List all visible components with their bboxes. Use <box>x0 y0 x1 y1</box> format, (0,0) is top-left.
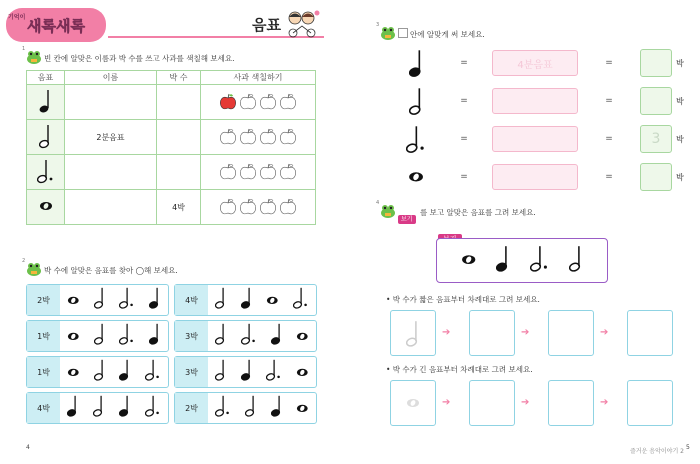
beat-answer-box[interactable]: 3 <box>640 125 672 153</box>
note-choice[interactable] <box>119 358 131 385</box>
apple-cell <box>201 85 316 120</box>
draw-box[interactable] <box>390 310 436 356</box>
beat-grid-cell <box>26 356 169 388</box>
quarter-note-icon <box>241 358 253 381</box>
quarter-note-icon <box>271 322 283 345</box>
note-choice[interactable] <box>119 322 135 349</box>
beat-grid-cell <box>26 392 169 424</box>
note-choice[interactable] <box>215 358 227 385</box>
note-cell <box>396 48 436 78</box>
note-choice[interactable] <box>93 394 105 421</box>
note-choice[interactable] <box>296 327 309 346</box>
draw-box[interactable] <box>469 380 515 426</box>
note-choice[interactable] <box>266 291 279 310</box>
whole-note-icon <box>406 397 420 409</box>
apple-cell <box>201 190 316 225</box>
beat-grid-cell <box>174 320 317 352</box>
half-note-icon <box>215 322 227 345</box>
whole-note-icon <box>67 331 80 342</box>
whole-note-icon <box>461 253 476 266</box>
name-cell[interactable] <box>65 85 157 120</box>
half-note-icon <box>245 394 257 417</box>
whole-note-icon <box>266 295 279 306</box>
dotted-half-note-icon <box>119 286 135 309</box>
note-choice[interactable] <box>241 358 253 385</box>
beats-cell[interactable] <box>157 120 201 155</box>
note-choice[interactable] <box>149 286 161 313</box>
arrow-right-icon: ➔ <box>442 327 451 338</box>
beat-label: 3박 <box>175 357 208 387</box>
quarter-note-icon <box>67 394 79 417</box>
half-note-icon <box>94 358 106 381</box>
beat-answer-box[interactable] <box>640 49 672 77</box>
dotted-half-note-icon <box>530 244 550 273</box>
note-cell <box>27 120 65 155</box>
note-choices <box>208 321 316 351</box>
dotted-half-note-icon <box>293 286 309 309</box>
arrow-right-icon: ➔ <box>600 327 609 338</box>
draw-box[interactable] <box>548 380 594 426</box>
note-choices <box>208 285 316 315</box>
frog-icon <box>26 262 42 276</box>
table-row <box>27 120 316 155</box>
apple-cell <box>201 120 316 155</box>
question-number: 3 <box>376 22 380 28</box>
question-text: 빈 칸에 알맞은 이름과 박 수를 쓰고 사과를 색칠해 보세요. <box>44 54 235 63</box>
note-choice[interactable] <box>94 358 106 385</box>
note-choice[interactable] <box>271 322 283 349</box>
note-choice[interactable] <box>67 327 80 346</box>
dotted-half-note-icon <box>406 124 427 154</box>
fill-row <box>396 48 686 78</box>
page-number-right: 5 <box>686 444 690 451</box>
whole-note-icon <box>296 403 309 414</box>
quarter-note-icon <box>39 88 53 114</box>
draw-box[interactable] <box>548 310 594 356</box>
quarter-note-icon <box>271 394 283 417</box>
note-cell <box>396 170 436 184</box>
dotted-half-note-icon <box>215 394 231 417</box>
note-choice[interactable] <box>296 363 309 382</box>
apple-outline-icon[interactable] <box>259 198 277 216</box>
beat-grid-cell <box>26 320 169 352</box>
whole-note-icon <box>296 331 309 342</box>
quarter-note-icon <box>496 244 510 273</box>
bogi-tag: 보기 <box>398 215 416 224</box>
apple-outline-icon[interactable] <box>259 163 277 181</box>
example-note <box>530 244 550 277</box>
note-choices <box>208 357 316 387</box>
apple-outline-icon[interactable] <box>239 93 257 111</box>
dotted-half-note-icon <box>266 358 282 381</box>
frog-icon <box>26 50 42 64</box>
beats-cell[interactable]: 4박 <box>157 190 201 225</box>
draw-box[interactable] <box>390 380 436 426</box>
whole-note-icon <box>67 367 80 378</box>
quarter-note-icon <box>241 286 253 309</box>
note-choice[interactable] <box>145 394 161 421</box>
beat-unit: 박 <box>676 134 684 144</box>
note-choices <box>60 285 168 315</box>
blank-box-icon <box>398 28 408 38</box>
question-text: 를 보고 알맞은 음표를 그려 보세요. <box>420 208 536 217</box>
draw-box[interactable] <box>469 310 515 356</box>
question-number: 4 <box>376 200 380 206</box>
apple-outline-icon[interactable] <box>279 128 297 146</box>
equals-sign: = <box>605 172 613 182</box>
note-choice[interactable] <box>215 286 227 313</box>
name-answer-box[interactable]: 4분음표 <box>492 50 578 76</box>
half-note-icon <box>39 123 53 149</box>
beat-answer-box[interactable] <box>640 163 672 191</box>
whole-note-icon <box>67 295 80 306</box>
beat-label: 2박 <box>27 285 60 315</box>
note-choice[interactable] <box>67 363 80 382</box>
draw-box[interactable] <box>627 380 673 426</box>
note-choice[interactable] <box>296 399 309 418</box>
name-answer-box[interactable] <box>492 126 578 152</box>
name-cell[interactable] <box>65 155 157 190</box>
apple-outline-icon[interactable] <box>279 93 297 111</box>
frog-icon <box>380 204 396 218</box>
whole-note-icon <box>296 367 309 378</box>
quarter-note-icon <box>149 286 161 309</box>
apple-outline-icon[interactable] <box>219 198 237 216</box>
beat-label: 1박 <box>27 357 60 387</box>
equals-sign: = <box>460 172 468 182</box>
note-table <box>26 70 316 225</box>
equals-sign: = <box>605 134 613 144</box>
beat-label: 4박 <box>27 393 60 423</box>
frog-icon <box>380 26 396 40</box>
badge-small: 기억이 <box>8 14 26 21</box>
half-note-icon <box>569 244 583 273</box>
example-box <box>436 238 608 283</box>
draw-box[interactable] <box>627 310 673 356</box>
dotted-half-note-icon <box>241 322 257 345</box>
table-header: 박 수 <box>157 71 201 85</box>
half-note-icon <box>409 86 424 116</box>
note-choice[interactable] <box>215 394 231 421</box>
equals-sign: = <box>460 134 468 144</box>
arrow-right-icon: ➔ <box>600 397 609 408</box>
note-choice[interactable] <box>245 394 257 421</box>
apple-outline-icon[interactable] <box>279 163 297 181</box>
beat-grid-cell <box>26 284 169 316</box>
quarter-note-icon <box>119 394 131 417</box>
question-number: 2 <box>22 258 26 264</box>
apple-outline-icon[interactable] <box>239 128 257 146</box>
beat-unit: 박 <box>676 172 684 182</box>
page-title: 음표 <box>252 16 281 34</box>
half-note-icon <box>94 286 106 309</box>
name-cell[interactable]: 2분음표 <box>65 120 157 155</box>
note-choices <box>60 393 168 423</box>
note-choice[interactable] <box>215 322 227 349</box>
table-header: 사과 색칠하기 <box>201 71 316 85</box>
apple-outline-icon[interactable] <box>259 93 277 111</box>
note-cell <box>396 124 436 154</box>
note-cell <box>27 190 65 225</box>
instruction-long-first: • 박 수가 긴 음표부터 차례대로 그려 보세요. <box>386 365 533 374</box>
note-choice[interactable] <box>293 286 309 313</box>
beats-cell[interactable] <box>157 85 201 120</box>
beats-cell[interactable] <box>157 155 201 190</box>
note-choice[interactable] <box>145 358 161 385</box>
fill-row <box>396 124 686 154</box>
whole-note-icon <box>39 199 53 213</box>
fill-row <box>396 162 686 192</box>
quarter-note-icon <box>119 358 131 381</box>
book-title: 즐거운 음악이야기 2 <box>630 448 685 455</box>
example-note <box>569 244 583 277</box>
note-cell <box>396 86 436 116</box>
equals-sign: = <box>460 96 468 106</box>
apple-outline-icon[interactable] <box>239 163 257 181</box>
note-cell <box>27 155 65 190</box>
note-choice[interactable] <box>119 286 135 313</box>
table-row <box>27 85 316 120</box>
apple-outline-icon[interactable] <box>279 198 297 216</box>
table-header: 음표 <box>27 71 65 85</box>
arrow-right-icon: ➔ <box>521 327 530 338</box>
note-choice[interactable] <box>241 322 257 349</box>
note-choice[interactable] <box>67 394 79 421</box>
beat-answer-box[interactable] <box>640 87 672 115</box>
page-number-left: 4 <box>26 444 30 451</box>
note-choices <box>60 357 168 387</box>
half-note-icon <box>215 358 227 381</box>
half-note-icon <box>94 322 106 345</box>
half-note-icon <box>406 319 420 348</box>
note-choices <box>60 321 168 351</box>
fill-row <box>396 86 686 116</box>
dotted-half-note-icon <box>145 358 161 381</box>
name-answer-box[interactable] <box>492 88 578 114</box>
note-cell <box>27 85 65 120</box>
note-choices <box>208 393 316 423</box>
arrow-right-icon: ➔ <box>442 397 451 408</box>
table-row <box>27 155 316 190</box>
equals-sign: = <box>460 58 468 68</box>
quarter-note-icon <box>409 48 424 78</box>
question-text: 안에 알맞게 써 보세요. <box>410 30 485 39</box>
apple-outline-icon[interactable] <box>239 198 257 216</box>
badge-title: 새록새록 <box>27 16 85 35</box>
beat-label: 4박 <box>175 285 208 315</box>
kids-illustration-icon <box>284 10 320 38</box>
beat-grid <box>26 284 318 428</box>
beat-label: 2박 <box>175 393 208 423</box>
dotted-half-note-icon <box>145 394 161 417</box>
dotted-half-note-icon <box>37 158 55 184</box>
table-row <box>27 190 316 225</box>
whole-note-icon <box>408 170 424 184</box>
note-choice[interactable] <box>266 358 282 385</box>
beat-unit: 박 <box>676 96 684 106</box>
half-note-icon <box>93 394 105 417</box>
table-header: 이름 <box>65 71 157 85</box>
beat-unit: 박 <box>676 58 684 68</box>
apple-outline-icon[interactable] <box>219 163 237 181</box>
note-choice[interactable] <box>271 394 283 421</box>
beat-grid-cell <box>174 392 317 424</box>
example-note <box>461 251 476 270</box>
note-choice[interactable] <box>241 286 253 313</box>
question-text: 박 수에 알맞은 음표를 찾아 ◯해 보세요. <box>44 266 178 275</box>
note-choice[interactable] <box>94 286 106 313</box>
question-number: 1 <box>22 46 26 52</box>
beat-grid-cell <box>174 284 317 316</box>
beat-label: 1박 <box>27 321 60 351</box>
apple-cell <box>201 155 316 190</box>
name-answer-box[interactable] <box>492 164 578 190</box>
apple-outline-icon[interactable] <box>219 128 237 146</box>
note-choice[interactable] <box>149 322 161 349</box>
note-choice[interactable] <box>119 394 131 421</box>
name-cell[interactable] <box>65 190 157 225</box>
example-note <box>496 244 510 277</box>
quarter-note-icon <box>149 322 161 345</box>
half-note-icon <box>215 286 227 309</box>
apple-colored-icon[interactable] <box>219 93 237 111</box>
arrow-right-icon: ➔ <box>521 397 530 408</box>
note-choice[interactable] <box>67 291 80 310</box>
dotted-half-note-icon <box>119 322 135 345</box>
instruction-short-first: • 박 수가 짧은 음표부터 차례대로 그려 보세요. <box>386 295 540 304</box>
apple-outline-icon[interactable] <box>259 128 277 146</box>
note-choice[interactable] <box>94 322 106 349</box>
equals-sign: = <box>605 58 613 68</box>
beat-label: 3박 <box>175 321 208 351</box>
equals-sign: = <box>605 96 613 106</box>
beat-grid-cell <box>174 356 317 388</box>
